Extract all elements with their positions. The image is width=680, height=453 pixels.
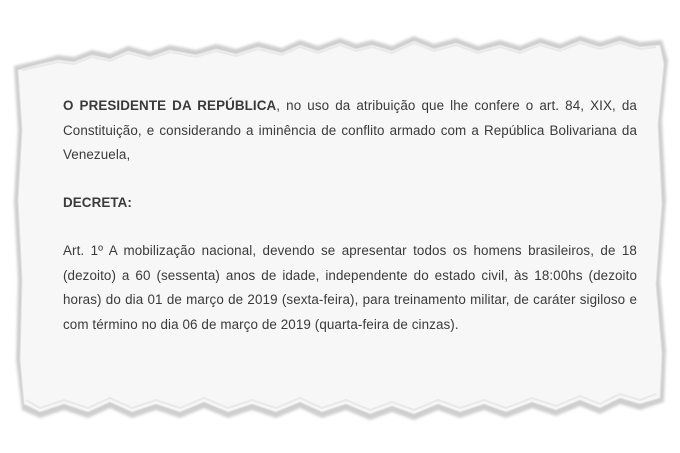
president-title: O PRESIDENTE DA REPÚBLICA [63,98,277,113]
preamble-text: , no uso da atribuição que lhe confere o art. 84, XIX, da Constituição, e considerando a iminência de conflito armado com a República Bolivariana da Venezuela, [63,98,637,162]
article-1-paragraph: Art. 1º A mobilização nacional, devendo se apresentar todos os homens brasileiros, de 18 (dezoito) a 60 (sessenta) anos de idade, independente do estado civil, às 18:00hs (dezoito horas) do dia 01 de março de 2019 (sexta-feira), para treinamento militar, de caráter sigiloso e com término no dia 06 de março de 2019 (quarta-feira de cinzas). [63,243,637,332]
decree-heading: DECRETA: [63,194,132,210]
decree-preamble [63,94,637,168]
decree-text-body [63,94,637,337]
